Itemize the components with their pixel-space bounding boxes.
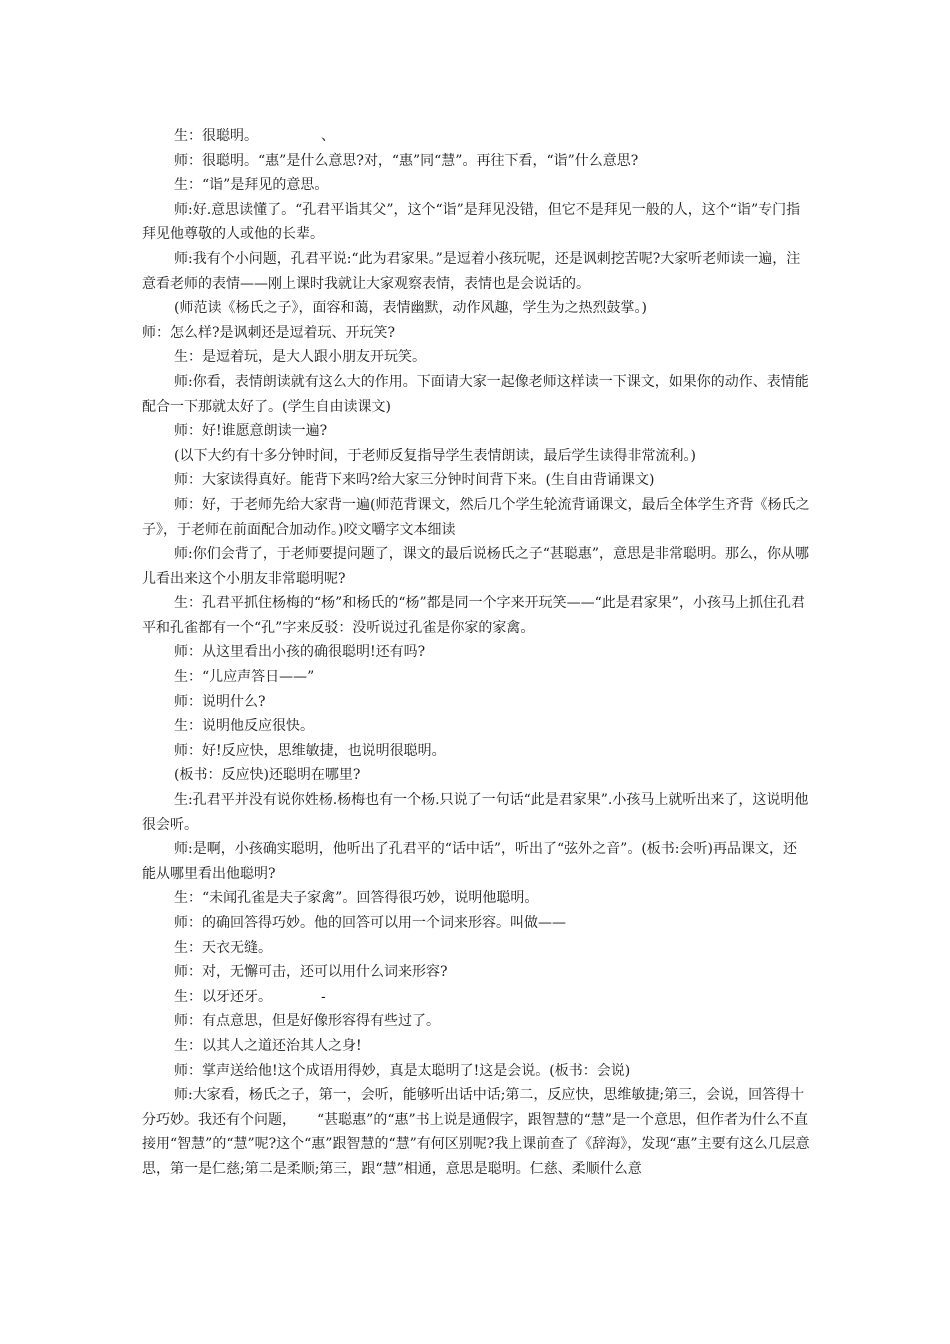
paragraph: 师：好!谁愿意朗读一遍? [174,423,328,440]
paragraph: 师：大家读得真好。能背下来吗?给大家三分钟时间背下来。(生自由背诵课文) [174,472,655,489]
paragraph: 师：的确回答得巧妙。他的回答可以用一个词来形容。叫做—— [174,915,566,931]
paragraph: 生：以其人之道还治其人之身! [174,1037,362,1054]
paragraph: 师：好，于老师先给大家背一遍(师范背课文，然后几个学生轮流背诵课文，最后全体学生齐背《杨氏之子》，于老师在前面配合加动作。)咬文嚼字文本细读 [142,496,810,538]
paragraph: 师：从这里看出小孩的确很聪明!还有吗? [174,644,426,661]
paragraph: 师:是啊，小孩确实聪明，他听出了孔君平的“话中话”，听出了“弦外之音”。(板书:会听)再品课文，还能从哪里看出他聪明? [142,841,797,882]
paragraph: (板书：反应快)还聪明在哪里? [174,767,361,784]
paragraph: 师:大家看，杨氏之子，第一，会听，能够听出话中话;第二，反应快，思维敏捷;第三，会说，回答得十分巧妙。我还有个问题， “甚聪惠”的“惠”书上说是通假字，跟智慧的“慧”是一个意思，但作者为什么不直接用“智慧”的“慧”呢?这个“惠”跟智慧的“慧”有何区别呢?我上课前查了《辞海》，发现“惠”主要有这么几层意思，第一是仁慈;第二是柔顺;第三，跟“慧”相通，意思是聪明。仁慈、柔顺什么意 [142,1087,810,1177]
paragraph: 师：怎么样?是讽刺还是逗着玩、开玩笑? [142,324,396,341]
document-body [142,124,810,1182]
paragraph: 师:你们会背了，于老师要提问题了，课文的最后说杨氏之子“甚聪惠”，意思是非常聪明。那么，你从哪儿看出来这个小朋友非常聪明呢? [142,546,810,587]
paragraph: 生：孔君平抓住杨梅的“杨”和杨氏的“杨”都是同一个字来开玩笑——“此是君家果”，小孩马上抓住孔君平和孔雀都有一个“孔”字来反驳：没听说过孔雀是你家的家禽。 [142,595,805,636]
paragraph: 生：“儿应声答日——” [174,669,315,686]
paragraph: 生:孔君平并没有说你姓杨.杨梅也有一个杨.只说了一句话“此是君家果”.小孩马上就听出来了，这说明他很会听。 [142,792,809,833]
paragraph: 生：“未闻孔雀是夫子家禽”。回答得很巧妙，说明他聪明。 [174,890,539,907]
paragraph: 生：说明他反应很快。 [174,718,314,735]
paragraph: 师：很聪明。“惠”是什么意思?对，“惠”同“慧”。再往下看，“诣”什么意思? [174,152,639,169]
paragraph: 师：掌声送给他!这个成语用得妙，真是太聪明了!这是会说。(板书：会说) [174,1062,631,1079]
paragraph: 师:好.意思读懂了。“孔君平诣其父”，这个“诣”是拜见没错，但它不是拜见一般的人，这个“诣”专门指拜见他尊敬的人或他的长辈。 [142,201,801,243]
paragraph: (以下大约有十多分钟时间，于老师反复指导学生表情朗读，最后学生读得非常流利。) [174,447,696,464]
paragraph: (师范读《杨氏之子》，面容和蔼，表情幽默，动作风趣，学生为之热烈鼓掌。) [174,300,647,317]
paragraph: 师:你看，表情朗读就有这么大的作用。下面请大家一起像老师这样读一下课文，如果你的动作、表情能配合一下那就太好了。(学生自由读课文) [142,373,809,415]
paragraph: 生：天衣无缝。 [174,939,272,956]
paragraph: 生：以牙还牙。 - [174,988,326,1005]
paragraph: 师：对，无懈可击，还可以用什么词来形容? [174,964,448,981]
paragraph: 生：很聪明。 、 [174,128,335,144]
paragraph: 师：好!反应快，思维敏捷，也说明很聪明。 [174,742,446,759]
paragraph: 生：是逗着玩，是大人跟小朋友开玩笑。 [174,349,426,366]
paragraph: 师:我有个小问题，孔君平说:“此为君家果。”是逗着小孩玩呢，还是讽刺挖苦呢?大家听老师读一遍，注意看老师的表情——刚上课时我就让大家观察表情，表情也是会说话的。 [142,250,801,292]
paragraph: 生：“诣”是拜见的意思。 [174,177,329,194]
paragraph: 师：说明什么? [174,693,266,710]
paragraph: 师：有点意思，但是好像形容得有些过了。 [174,1013,440,1030]
